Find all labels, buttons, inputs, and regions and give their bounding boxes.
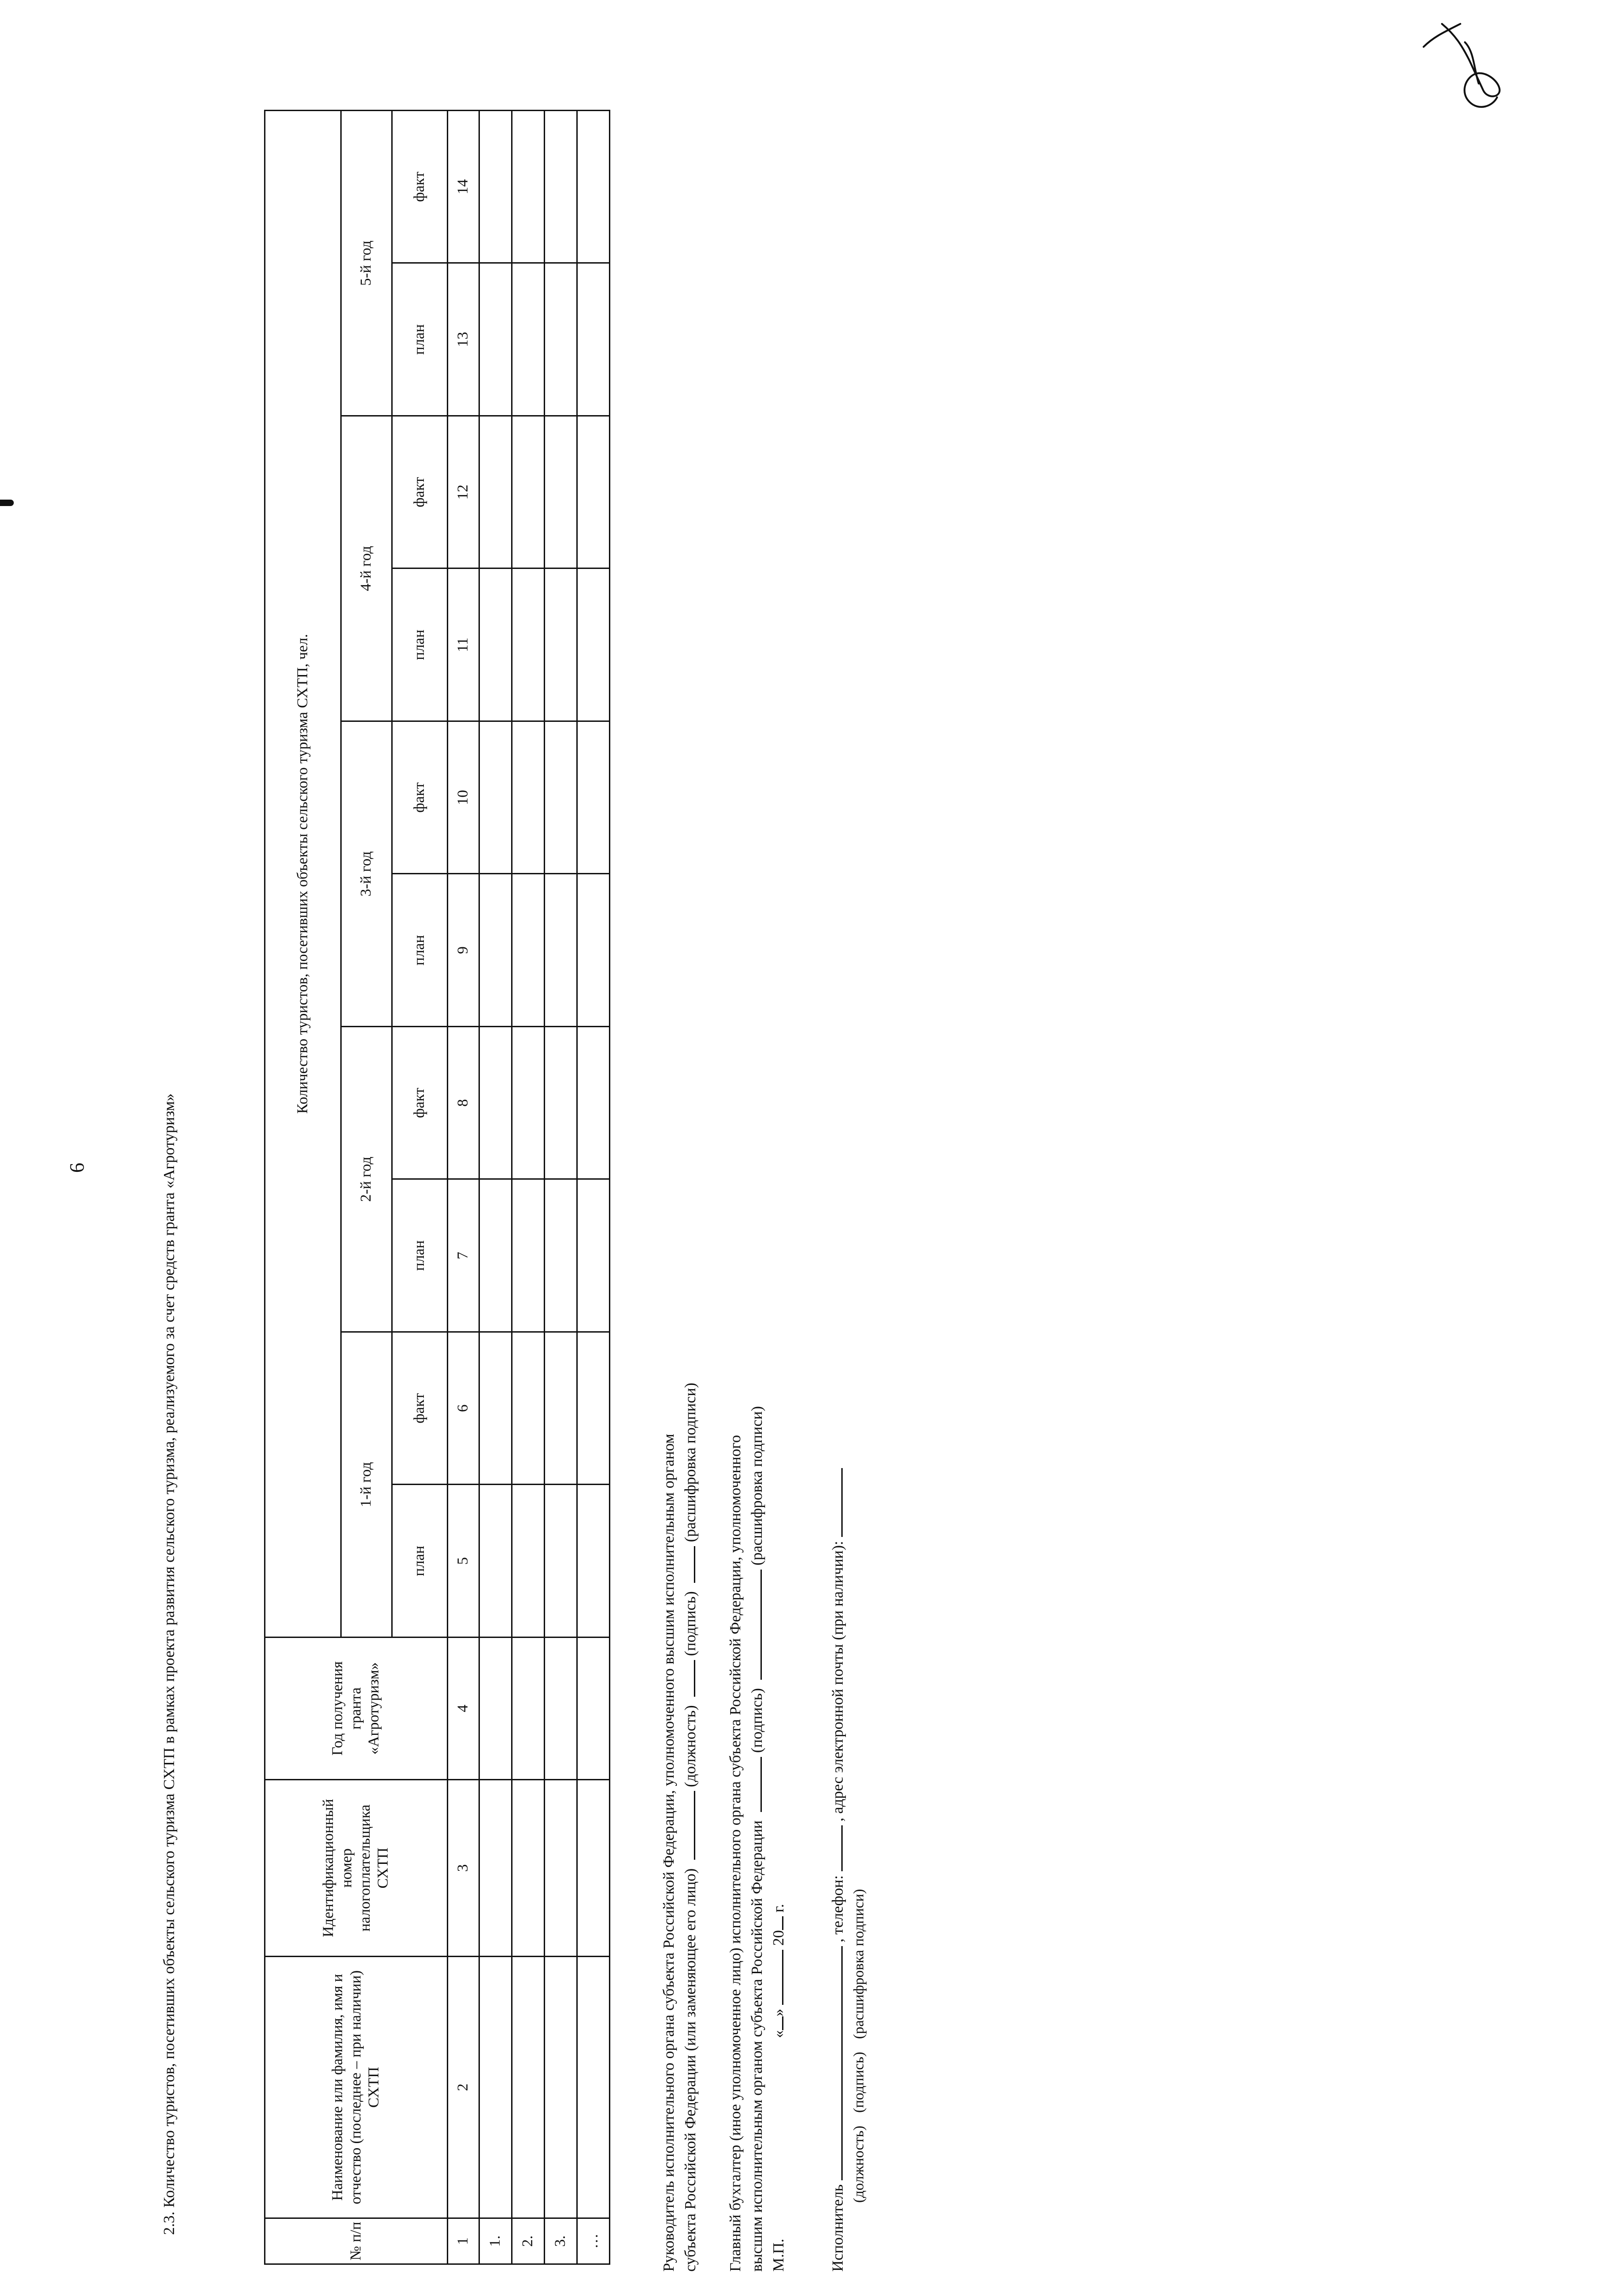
scan-edge-mark <box>0 500 14 506</box>
email-label: , адрес электронной почты (при наличии): <box>829 1541 846 1822</box>
head-title-line: Руководитель исполнительного органа субъекта Российской Федерации, уполномоченного высшим исполнительным органом <box>660 1434 677 2272</box>
executor-name-line <box>827 1946 843 2180</box>
accountant-signature-line <box>746 1757 762 1812</box>
row-number: 3. <box>545 2218 577 2264</box>
table-row <box>577 111 610 2264</box>
accountant-decode-line <box>746 1570 762 1680</box>
date-year: 20 <box>770 1930 787 1946</box>
head-signature-line <box>679 1660 695 1697</box>
header-plan: план <box>392 1485 448 1638</box>
table-row <box>545 111 577 2264</box>
table-row <box>512 111 545 2264</box>
accountant-signature-block <box>726 1406 789 2272</box>
header-year-4: 4-й год <box>341 416 392 721</box>
row-number: 2. <box>512 2218 545 2264</box>
accountant-decode-label: (расшифровка подписи) <box>749 1406 766 1566</box>
column-number: 1 <box>448 2218 479 2264</box>
header-year-3: 3-й год <box>341 721 392 1027</box>
head-signature-block <box>659 1383 701 2272</box>
accountant-signature-label: (подпись) <box>749 1688 766 1753</box>
stamp-date-line: М.П. «» 20 г. <box>767 1406 789 2272</box>
header-plan: план <box>392 568 448 721</box>
header-fact: факт <box>392 721 448 874</box>
column-number: 14 <box>448 111 479 264</box>
column-number: 8 <box>448 1027 479 1180</box>
column-number: 5 <box>448 1485 479 1638</box>
column-number: 12 <box>448 416 479 569</box>
column-number: 9 <box>448 874 479 1027</box>
head-position-label: (должность) <box>682 1705 699 1787</box>
column-number: 10 <box>448 721 479 874</box>
column-number: 2 <box>448 1957 479 2218</box>
executor-block <box>827 1468 868 2272</box>
stamp-label: М.П. <box>770 2239 787 2272</box>
column-number: 11 <box>448 568 479 721</box>
date-suffix: г. <box>770 1904 787 1913</box>
column-number: 4 <box>448 1638 479 1780</box>
header-year-2: 2-й год <box>341 1027 392 1332</box>
header-plan: план <box>392 874 448 1027</box>
tourists-table <box>264 110 610 2265</box>
header-inn: Идентификационный номер налогоплательщика СХТП <box>265 1780 448 1957</box>
row-number: 1. <box>479 2218 512 2264</box>
email-line <box>827 1468 843 1537</box>
executor-line <box>827 1468 848 2272</box>
phone-label: , телефон: <box>829 1875 846 1942</box>
header-year-5: 5-й год <box>341 111 392 416</box>
page-number: 6 <box>66 1163 88 1173</box>
header-fact: факт <box>392 416 448 569</box>
head-title-line-2: субъекта Российской Федерации (или заменяющее его лицо) (должность) (подпись) (расшифровка подписи) <box>679 1383 701 2272</box>
head-signature-label: (подпись) <box>682 1591 699 1656</box>
head-decode-label: (расшифровка подписи) <box>682 1383 699 1542</box>
header-name: Наименование или фамилия, имя и отчество (последнее – при наличии) СХТП <box>265 1957 448 2218</box>
header-fact: факт <box>392 111 448 264</box>
executor-caption: (должность) (подпись) (расшифровка подписи) <box>850 1889 867 2203</box>
column-number: 6 <box>448 1332 479 1485</box>
header-no: № п/п <box>265 2218 448 2264</box>
date-month-line <box>767 1950 783 2005</box>
accountant-title-line-2: высшим исполнительным органом субъекта Российской Федерации (подпись) (расшифровка подписи) <box>746 1406 767 2272</box>
header-grant-year: Год получения гранта «Агротуризм» <box>265 1638 448 1780</box>
head-decode-line <box>679 1546 695 1583</box>
column-number-row <box>448 111 479 2264</box>
handwritten-signature <box>1405 10 1515 116</box>
column-number: 3 <box>448 1780 479 1957</box>
phone-line <box>827 1825 843 1871</box>
row-number: … <box>577 2218 610 2264</box>
header-year-1: 1-й год <box>341 1332 392 1638</box>
executor-label: Исполнитель <box>829 2184 846 2272</box>
head-position-line <box>679 1791 695 1860</box>
accountant-title-line: Главный бухгалтер (иное уполномоченное лицо) исполнительного органа субъекта Российской Федерации, уполномоченного <box>727 1435 744 2272</box>
header-group-tourists: Количество туристов, посетивших объекты сельского туризма СХТП, чел. <box>265 111 341 1638</box>
section-heading: 2.3. Количество туристов, посетивших объекты сельского туризма СХТП в рамках проекта развития сельского туризма, реализуемого за счет средств гранта «Агротуризм» <box>161 1093 178 2235</box>
table-row <box>479 111 512 2264</box>
header-fact: факт <box>392 1027 448 1180</box>
header-plan: план <box>392 1179 448 1332</box>
column-number: 13 <box>448 263 479 416</box>
header-fact: факт <box>392 1332 448 1485</box>
column-number: 7 <box>448 1179 479 1332</box>
header-plan: план <box>392 263 448 416</box>
